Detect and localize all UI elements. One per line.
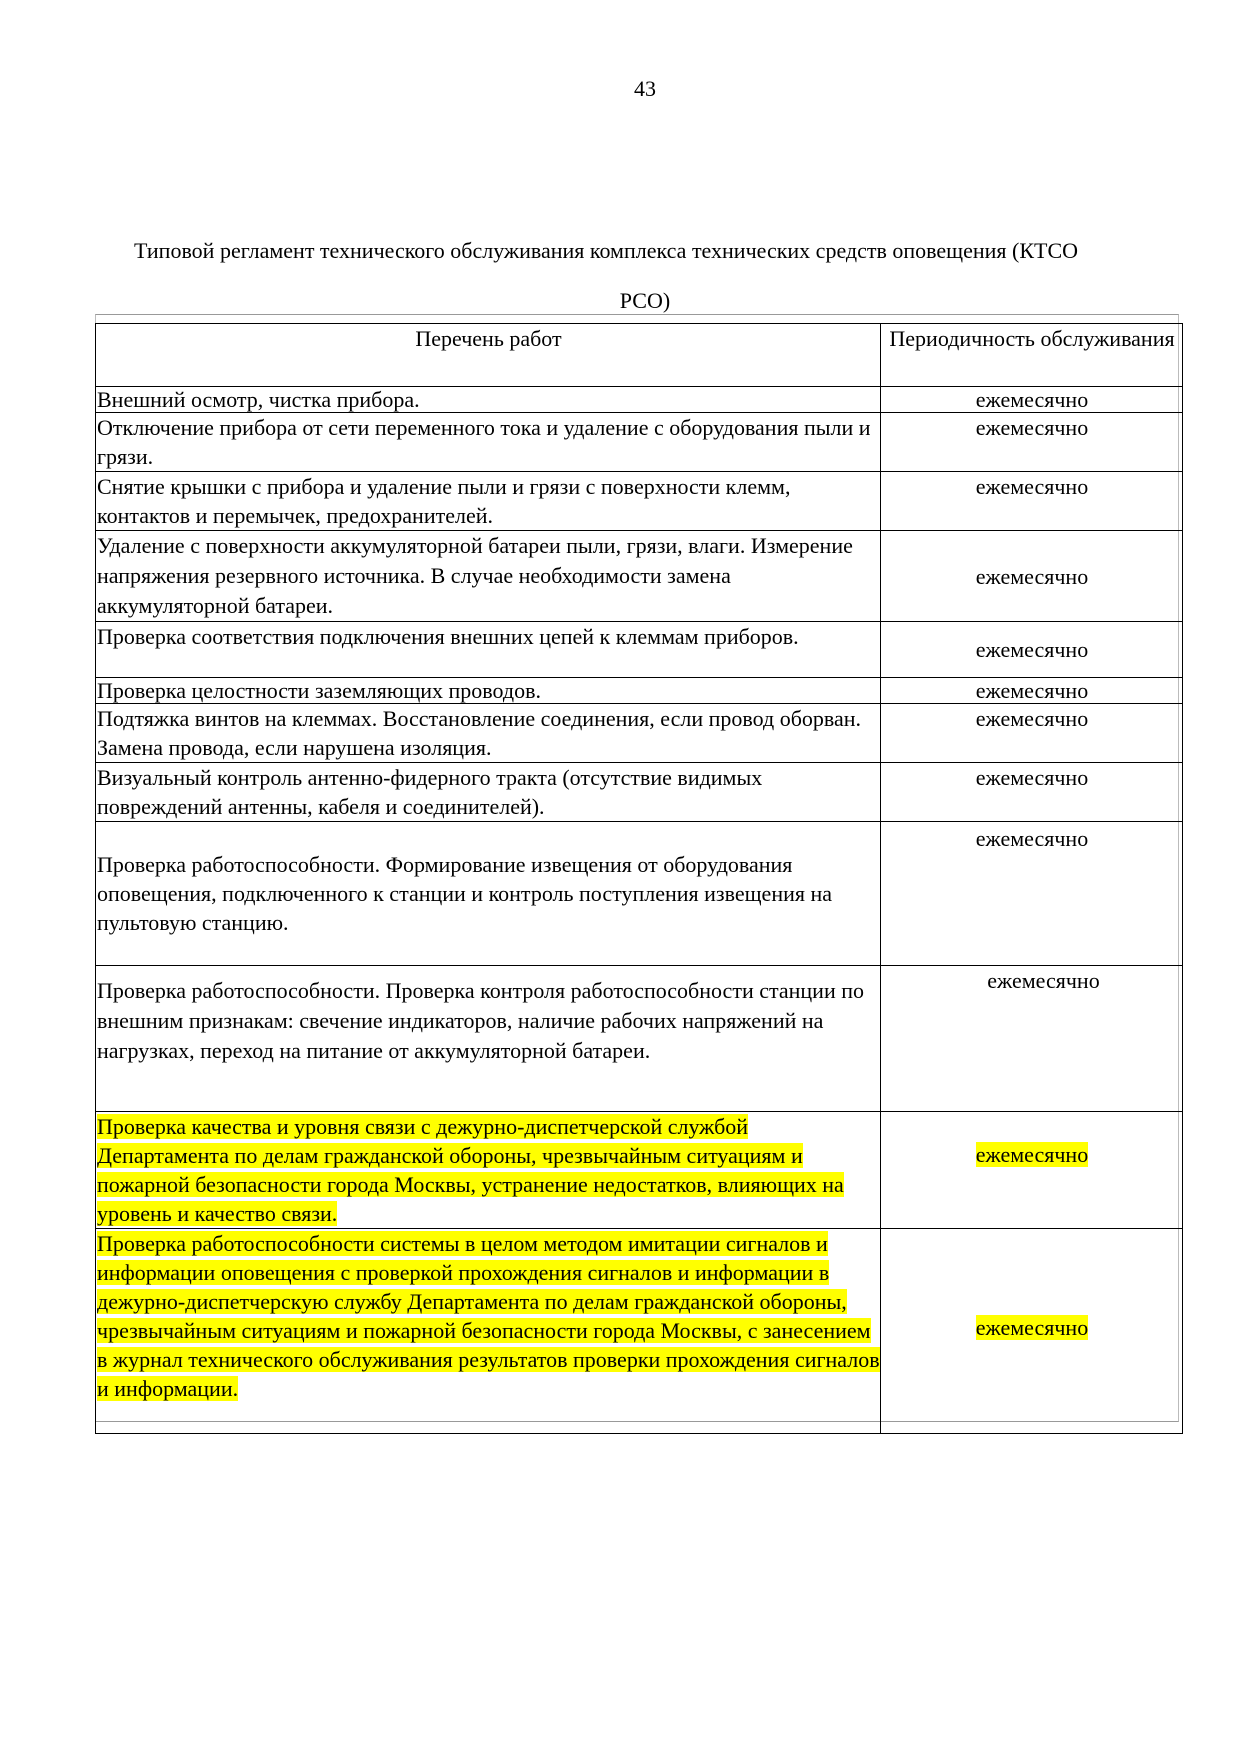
period-cell: ежемесячно [881,822,1183,966]
work-cell: Снятие крышки с прибора и удаление пыли и грязи с поверхности клемм, контактов и перемычек, предохранителей. [96,472,881,531]
table-row [96,763,1183,822]
table-row [96,531,1183,622]
period-cell: ежемесячно [881,472,1183,531]
work-cell: Подтяжка винтов на клеммах. Восстановление соединения, если провод оборван. Замена провода, если нарушена изоляция. [96,704,881,763]
work-cell [96,1229,881,1434]
work-cell: Проверка работоспособности. Проверка контроля работоспособности станции по внешним признакам: свечение индикаторов, наличие рабочих напряжений на нагрузках, переход на питание от аккумуляторной батареи. [96,966,881,1112]
table-row [96,413,1183,472]
period-cell [881,1112,1183,1229]
table-row [96,1112,1183,1229]
table-row [96,966,1183,1112]
highlighted-work-text: Проверка качества и уровня связи с дежурно-диспетчерской службой Департамента по делам гражданской обороны, чрезвычайным ситуациям и пожарной безопасности города Москвы, устранение недостатков, влияющих на уровень и качество связи. [97,1114,844,1226]
work-cell: Визуальный контроль антенно-фидерного тракта (отсутствие видимых повреждений антенны, кабеля и соединителей). [96,763,881,822]
period-cell: ежемесячно [881,387,1183,413]
table-row [96,678,1183,704]
period-cell: ежемесячно [881,622,1183,678]
header-periodicity: Периодичность обслуживания [881,324,1183,387]
period-cell: ежемесячно [881,966,1183,1112]
period-cell: ежемесячно [881,531,1183,622]
period-cell [881,1229,1183,1434]
highlighted-work-text: Проверка работоспособности системы в целом методом имитации сигналов и информации оповещения с проверкой прохождения сигналов и информации в дежурно-диспетчерскую службу Департамента по делам гражданской обороны, чрезвычайным ситуациям и пожарной безопасности города Москвы, с занесением в журнал технического обслуживания результатов проверки прохождения сигналов и информации. [97,1231,880,1401]
work-cell: Внешний осмотр, чистка прибора. [96,387,881,413]
page-number: 43 [634,76,656,101]
period-cell: ежемесячно [881,763,1183,822]
header-works: Перечень работ [96,324,881,387]
document-title-continuation: РСО) [619,288,671,313]
period-cell: ежемесячно [881,413,1183,472]
document-title: Типовой регламент технического обслуживания комплекса технических средств оповещения (КТСО [134,238,1079,263]
table-row [96,472,1183,531]
work-cell: Удаление с поверхности аккумуляторной батареи пыли, грязи, влаги. Измерение напряжения резервного источника. В случае необходимости замена аккумуляторной батареи. [96,531,881,622]
highlighted-period-text: ежемесячно [975,1315,1089,1340]
table-row [96,622,1183,678]
highlighted-period-text: ежемесячно [975,1142,1089,1167]
table-row [96,1229,1183,1434]
table-row [96,822,1183,966]
table-row [96,704,1183,763]
work-cell: Отключение прибора от сети переменного тока и удаление с оборудования пыли и грязи. [96,413,881,472]
work-cell [96,1112,881,1229]
work-cell: Проверка целостности заземляющих проводов. [96,678,881,704]
table-header-row [96,324,1183,387]
period-cell: ежемесячно [881,704,1183,763]
work-cell: Проверка соответствия подключения внешних цепей к клеммам приборов. [96,622,881,678]
period-cell: ежемесячно [881,678,1183,704]
work-cell: Проверка работоспособности. Формирование извещения от оборудования оповещения, подключенного к станции и контроль поступления извещения на пультовую станцию. [96,822,881,966]
table-row [96,387,1183,413]
maintenance-table [95,323,1183,1434]
